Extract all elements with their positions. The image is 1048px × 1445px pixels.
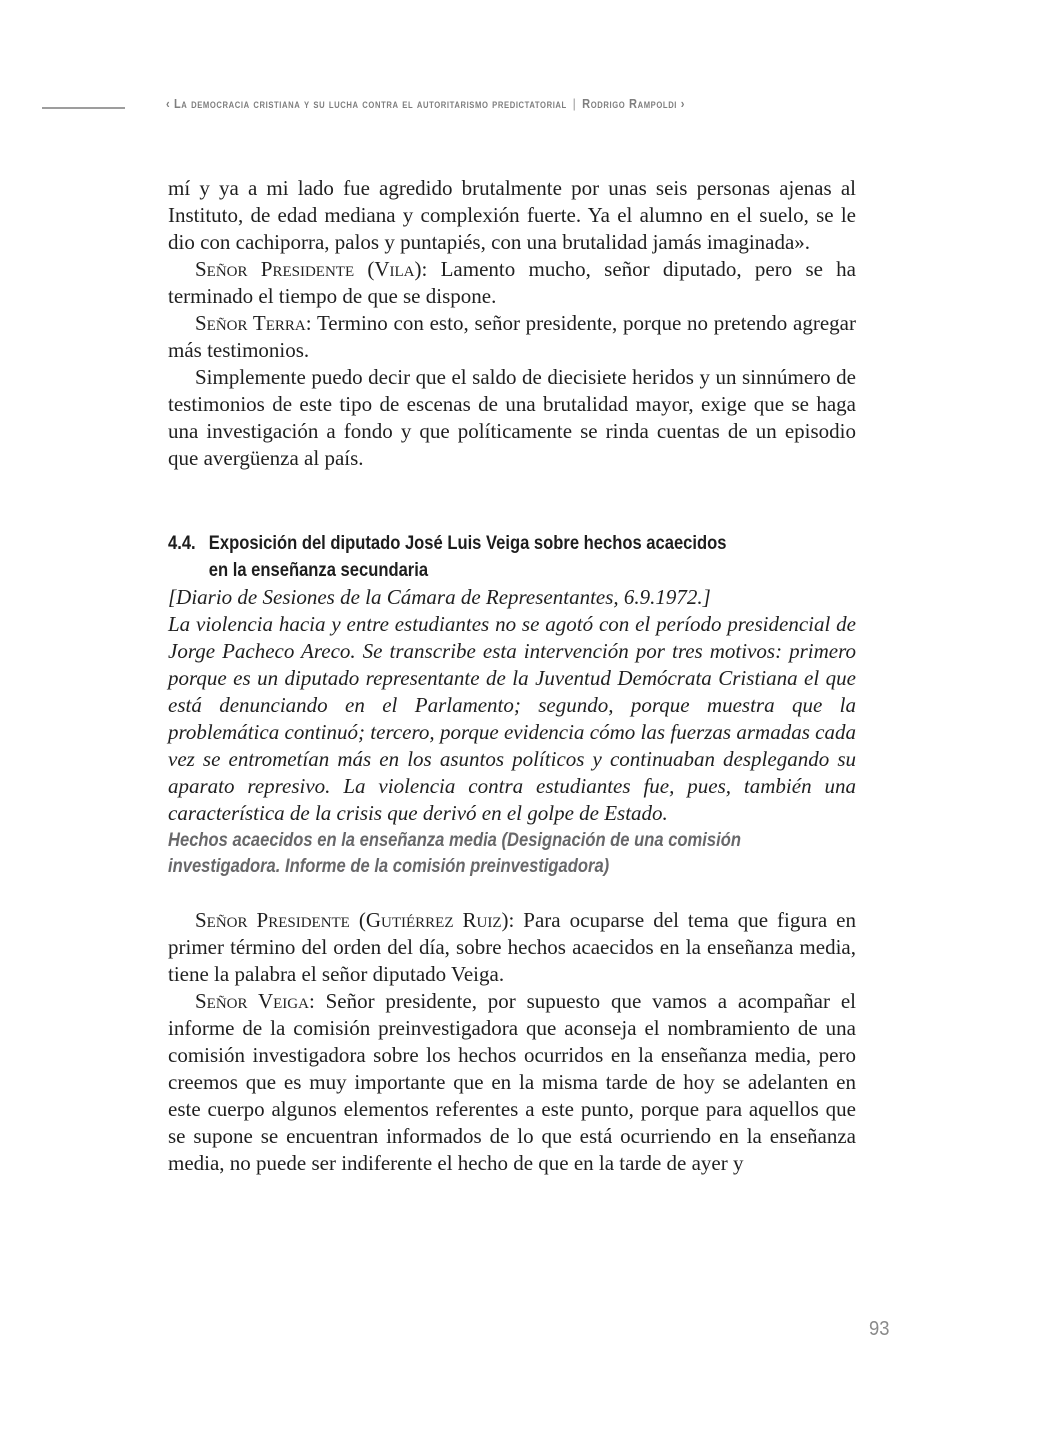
source-citation: [Diario de Sesiones de la Cámara de Representantes, 6.9.1972.] — [168, 585, 711, 609]
editorial-note: La violencia hacia y entre estudiantes no se agotó con el período presidencial de Jorge Pacheco Areco. Se transcribe esta intervención por tres motivos: primero porque es un diputado representante de la Juventud Demócrata Cristiana el que está denunciando en el Parlamento; segundo, porque muestra que la problemática continuó; tercero, porque evidencia cómo las fuerzas armadas cada vez se entrometían más en los asuntos políticos y continuaban desplegando su aparato represivo. La violencia contra estudiantes fue, pues, también una característica de la crisis que derivó en el golpe de Estado. — [168, 612, 856, 825]
section-title-line-1: Exposición del diputado José Luis Veiga sobre hechos acaecidos — [208, 532, 727, 554]
speaker-name: Señor Veiga: — [195, 989, 315, 1013]
speaker-name: Señor Presidente (Vila): — [195, 257, 428, 281]
speech-text: Termino con esto, señor presidente, porque no pretendo agregar más testimonios. — [168, 311, 856, 362]
speaker-name: Señor Presidente (Gutiérrez Ruiz): — [195, 908, 515, 932]
section-number: 4.4. — [168, 532, 196, 554]
page-number: 93 — [869, 1318, 890, 1340]
section-title — [209, 530, 856, 584]
paragraph: Simplemente puedo decir que el saldo de diecisiete heridos y un sinnúmero de testimonios de este tipo de escenas de una brutalidad mayor, exige que se haga una investigación a fondo y que políticamente se rinda cuentas de un episodio que avergüenza al país. — [168, 365, 856, 470]
section-title-line-2: en la enseñanza secundaria — [208, 559, 429, 581]
paragraph-speech-terra — [168, 310, 856, 364]
header-book-title: ‹ La democracia cristiana y su lucha contra el autoritarismo predictatorial — [166, 96, 567, 111]
running-header — [166, 96, 685, 111]
paragraph-speech-vila — [168, 256, 856, 310]
speech-text: Lamento mucho, señor diputado, pero se ha terminado el tiempo de que se dispone. — [168, 257, 857, 308]
paragraph-continuation: mí y ya a mi lado fue agredido brutalmente por unas seis personas ajenas al Instituto, de edad mediana y complexión fuerte. Ya el alumno en el suelo, se le dio con cachiporra, palos y puntapiés, con una brutalidad jamás imaginada». — [168, 176, 856, 254]
header-rule — [42, 107, 125, 109]
subsection-heading: Hechos acaecidos en la enseñanza media (Designación de una comisión investigadora. Informe de la comisión preinvestigadora) — [168, 829, 741, 877]
header-separator: | — [572, 96, 577, 111]
speech-text: Para ocuparse del tema que figura en primer término del orden del día, sobre hechos acaecidos en la enseñanza media, tiene la palabra el señor diputado Veiga. — [168, 908, 856, 986]
paragraph-speech-veiga — [168, 988, 856, 1177]
section-heading — [168, 530, 856, 584]
page-body — [168, 175, 856, 1177]
paragraph-speech-gutierrez-ruiz — [168, 907, 856, 988]
speaker-name: Señor Terra: — [195, 311, 312, 335]
speech-text: Señor presidente, por supuesto que vamos a acompañar el informe de la comisión preinvestigadora que aconseja el nombramiento de una comisión investigadora sobre los hechos ocurridos en la enseñanza media, pero creemos que es muy importante que en la misma tarde de hoy se adelanten en este cuerpo algunos elementos referentes a este punto, porque para aquellos que se supone se encuentran informados de lo que está ocurriendo en la enseñanza media, no puede ser indiferente el hecho de que en la tarde de ayer y — [168, 989, 856, 1175]
header-author: Rodrigo Rampoldi › — [582, 96, 685, 111]
